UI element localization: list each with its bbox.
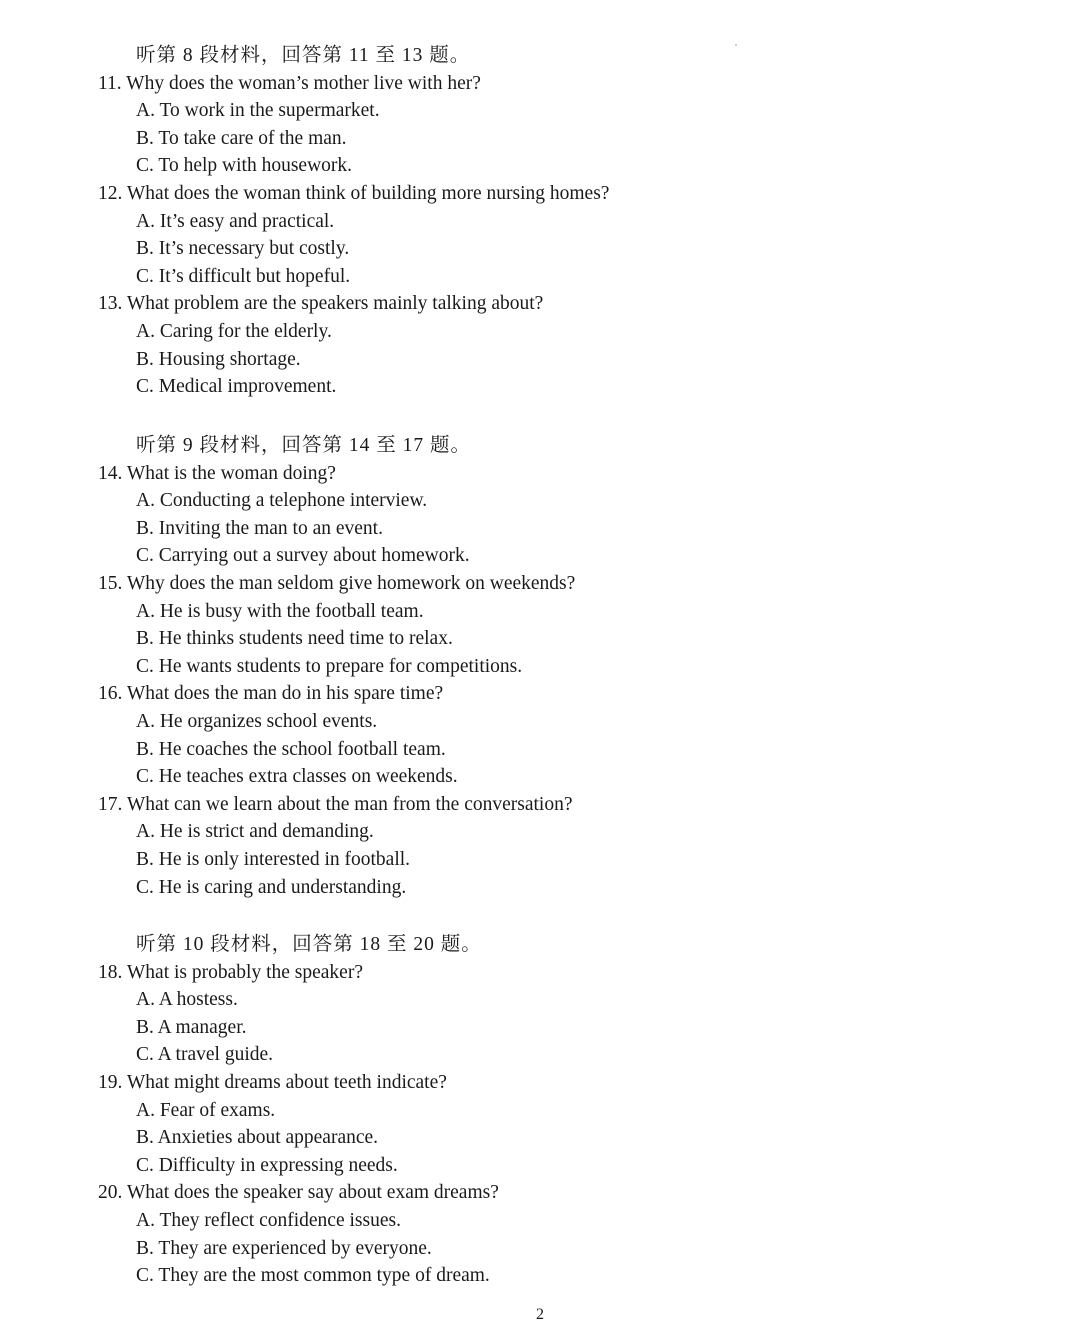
section-passage-10 [0, 931, 1080, 1290]
question-15: 15. Why does the man seldom give homework on weekends? [98, 572, 576, 594]
question-19: 19. What might dreams about teeth indicate? [98, 1071, 447, 1093]
option-15-b: B. He thinks students need time to relax. [136, 628, 453, 650]
question-14: 14. What is the woman doing? [98, 462, 336, 484]
page-number: 2 [536, 1306, 544, 1323]
option-19-b: B. Anxieties about appearance. [136, 1127, 379, 1149]
section-passage-9 [0, 432, 1080, 901]
option-12-a: A. It’s easy and practical. [136, 210, 335, 232]
option-19-c: C. Difficulty in expressing needs. [136, 1154, 398, 1176]
option-11-a: A. To work in the supermarket. [136, 100, 380, 122]
option-13-a: A. Caring for the elderly. [136, 320, 332, 342]
option-17-c: C. He is caring and understanding. [136, 876, 407, 898]
option-15-a: A. He is busy with the football team. [136, 600, 424, 622]
option-14-c: C. Carrying out a survey about homework. [136, 545, 470, 567]
option-19-a: A. Fear of exams. [136, 1099, 276, 1121]
option-20-b: B. They are experienced by everyone. [136, 1237, 432, 1259]
option-12-c: C. It’s difficult but hopeful. [136, 265, 351, 287]
question-18: 18. What is probably the speaker? [98, 961, 363, 983]
option-18-c: C. A travel guide. [136, 1044, 274, 1066]
question-20: 20. What does the speaker say about exam dreams? [98, 1182, 499, 1204]
option-18-a: A. A hostess. [136, 989, 238, 1011]
option-11-b: B. To take care of the man. [136, 127, 347, 149]
question-16: 16. What does the man do in his spare time? [98, 683, 444, 705]
question-11: 11. Why does the woman’s mother live with her? [98, 72, 481, 94]
option-15-c: C. He wants students to prepare for competitions. [136, 655, 523, 677]
section-heading: 听第 9 段材料，回答第 14 至 17 题。 [136, 435, 472, 456]
option-20-c: C. They are the most common type of dream. [136, 1265, 490, 1287]
option-12-b: B. It’s necessary but costly. [136, 238, 350, 260]
section-passage-8 [0, 42, 1080, 401]
option-18-b: B. A manager. [136, 1016, 247, 1038]
question-13: 13. What problem are the speakers mainly talking about? [98, 293, 544, 315]
option-11-c: C. To help with housework. [136, 155, 353, 177]
option-13-b: B. Housing shortage. [136, 348, 301, 370]
section-heading: 听第 10 段材料，回答第 18 至 20 题。 [136, 934, 482, 955]
option-14-a: A. Conducting a telephone interview. [136, 490, 428, 512]
option-16-c: C. He teaches extra classes on weekends. [136, 766, 458, 788]
option-20-a: A. They reflect confidence issues. [136, 1209, 401, 1231]
question-17: 17. What can we learn about the man from the conversation? [98, 793, 573, 815]
option-16-b: B. He coaches the school football team. [136, 738, 446, 760]
section-heading: 听第 8 段材料，回答第 11 至 13 题。 [136, 45, 471, 66]
question-12: 12. What does the woman think of building more nursing homes? [98, 182, 610, 204]
option-17-a: A. He is strict and demanding. [136, 821, 374, 843]
option-13-c: C. Medical improvement. [136, 376, 337, 398]
option-16-a: A. He organizes school events. [136, 710, 378, 732]
option-17-b: B. He is only interested in football. [136, 848, 411, 870]
option-14-b: B. Inviting the man to an event. [136, 517, 383, 539]
